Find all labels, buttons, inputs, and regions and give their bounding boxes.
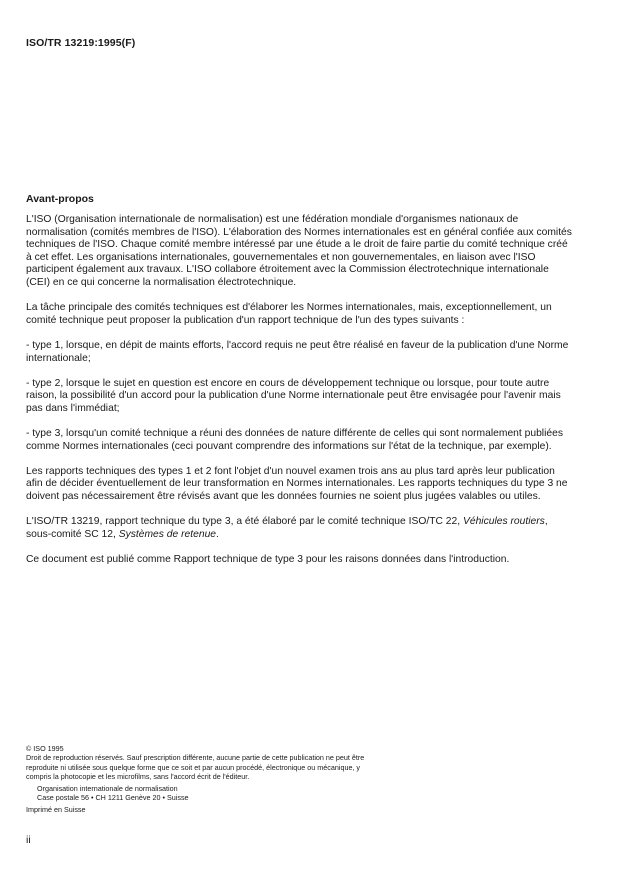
document-id: ISO/TR 13219:1995(F) xyxy=(26,37,136,49)
committee-title-vehicles: Véhicules routiers xyxy=(462,516,545,528)
paragraph-review: Les rapports techniques des types 1 et 2 font l'objet d'un nouvel examen trois ans au plus tard après leur publication afin de décider éventuellement de leur transformation en Normes internationales. Les rapports techniques du type 3 ne doivent pas nécessairement être révisés avant que les données fournies ne soient plus jugées valables ou utiles. xyxy=(26,465,568,503)
copyright-block xyxy=(26,744,386,815)
paragraph-iso-tr-13219 xyxy=(26,516,574,541)
printed-in: Imprimé en Suisse xyxy=(26,805,86,815)
reproduction-rights: Droit de reproduction réservés. Sauf prescription différente, aucune partie de cette publication ne peut être reproduite ni utilisée sous quelque forme que ce soit et par aucun procédé, électronique ou mécanique, y compris la photocopie et les microfilms, sans l'accord écrit de l'éditeur. xyxy=(26,753,365,782)
foreword-title: Avant-propos xyxy=(26,193,94,205)
page-number: ii xyxy=(26,834,31,846)
paragraph-iso-intro: L'ISO (Organisation internationale de normalisation) est une fédération mondiale d'organismes nationaux de normalisation (comités membres de l'ISO). L'élaboration des Normes internationales est en général confiée aux comités techniques de l'ISO. Chaque comité membre intéressé par une étude a le droit de faire partie du comité technique créé à cet effet. Les organisations internationales, gouvernementales et non gouvernementales, en liaison avec l'ISO participent également aux travaux. L'ISO collabore étroitement avec la Commission électrotechnique internationale (CEI) en ce qui concerne la normalisation électrotechnique. xyxy=(26,214,572,288)
paragraph-type-3: - type 3, lorsqu'un comité technique a réuni des données de nature différente de celles qui sont normalement publiées comme Normes internationales (ceci pouvant comprendre des informations sur l'état de la technique, par exemple). xyxy=(26,428,563,452)
foreword-section xyxy=(26,193,574,579)
text-segment: , sous-comité SC 12, xyxy=(26,516,548,540)
organization-name: Organisation internationale de normalisation xyxy=(37,783,178,793)
text-segment: . xyxy=(216,528,219,540)
text-segment: L'ISO/TR 13219, rapport technique du type 3, a été élaboré par le comité technique ISO/TC 22, xyxy=(26,516,463,528)
paragraph-technical-committees: La tâche principale des comités techniques est d'élaborer les Normes internationales, mais, exceptionnellement, un comité technique peut proposer la publication d'un rapport technique de l'un des types suivants : xyxy=(26,302,552,326)
organization-address: Case postale 56 • CH 1211 Genève 20 • Suisse xyxy=(37,793,189,803)
subcommittee-title-restraint: Systèmes de retenue xyxy=(118,528,217,540)
paragraph-type-2: - type 2, lorsque le sujet en question est encore en cours de développement technique ou lorsque, pour toute autre raison, la possibilité d'un accord pour la publication d'une Norme internationale peut être envisagée pour l'avenir mais pas dans l'immédiat; xyxy=(26,377,561,414)
paragraph-publication-reason: Ce document est publié comme Rapport technique de type 3 pour les raisons données dans l'introduction. xyxy=(26,554,510,566)
copyright-notice: © ISO 1995 xyxy=(26,744,64,753)
paragraph-type-1: - type 1, lorsque, en dépit de maints efforts, l'accord requis ne peut être réalisé en faveur de la publication d'une Norme internationale; xyxy=(26,339,569,364)
